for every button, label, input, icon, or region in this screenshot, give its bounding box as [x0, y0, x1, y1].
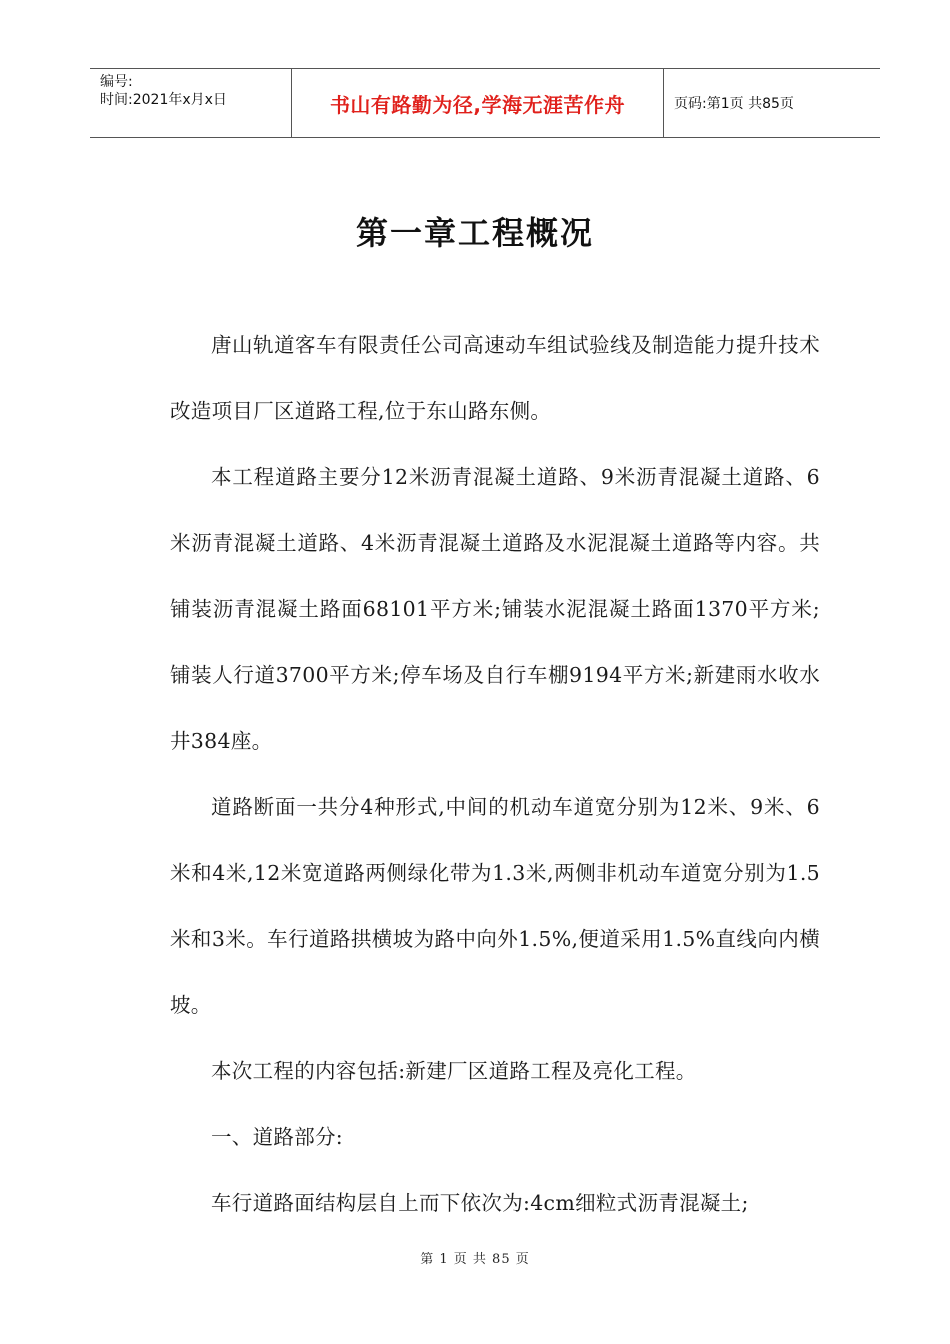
- page-info-text: 页码:第1页 共85页: [674, 96, 794, 112]
- paragraph: 一、道路部分:: [211, 1125, 344, 1149]
- chapter-title: 第一章工程概况: [355, 214, 594, 252]
- header-motto-cell: [292, 69, 664, 137]
- motto-text: 书山有路勤为径,学海无涯苦作舟: [329, 92, 626, 117]
- paragraph: 本工程道路主要分12米沥青混凝土道路、9米沥青混凝土道路、6米沥青混凝土道路、4米沥青混凝土道路及水泥混凝土道路等内容。共铺装沥青混凝土路面68101平方米;铺装水泥混凝土路面1370平方米;铺装人行道3700平方米;停车场及自行车棚9194平方米;新建雨水收水井384座。: [170, 465, 820, 753]
- header-page-info: [664, 69, 880, 137]
- paragraph: 本次工程的内容包括:新建厂区道路工程及亮化工程。: [211, 1059, 697, 1083]
- page-footer: 第 1 页 共 85 页: [420, 1252, 530, 1267]
- header-meta: [90, 69, 292, 137]
- page-header: [90, 68, 880, 138]
- number-label: 编号:: [100, 74, 133, 90]
- time-label: 时间:2021年x月x日: [100, 92, 227, 108]
- paragraph: 车行道路面结构层自上而下依次为:4cm细粒式沥青混凝土;: [211, 1191, 749, 1215]
- document-body: [170, 312, 820, 1236]
- paragraph: 唐山轨道客车有限责任公司高速动车组试验线及制造能力提升技术改造项目厂区道路工程,位于东山路东侧。: [170, 333, 820, 423]
- paragraph: 道路断面一共分4种形式,中间的机动车道宽分别为12米、9米、6米和4米,12米宽道路两侧绿化带为1.3米,两侧非机动车道宽分别为1.5米和3米。车行道路拱横坡为路中向外1.5%,便道采用1.5%直线向内横坡。: [170, 795, 820, 1017]
